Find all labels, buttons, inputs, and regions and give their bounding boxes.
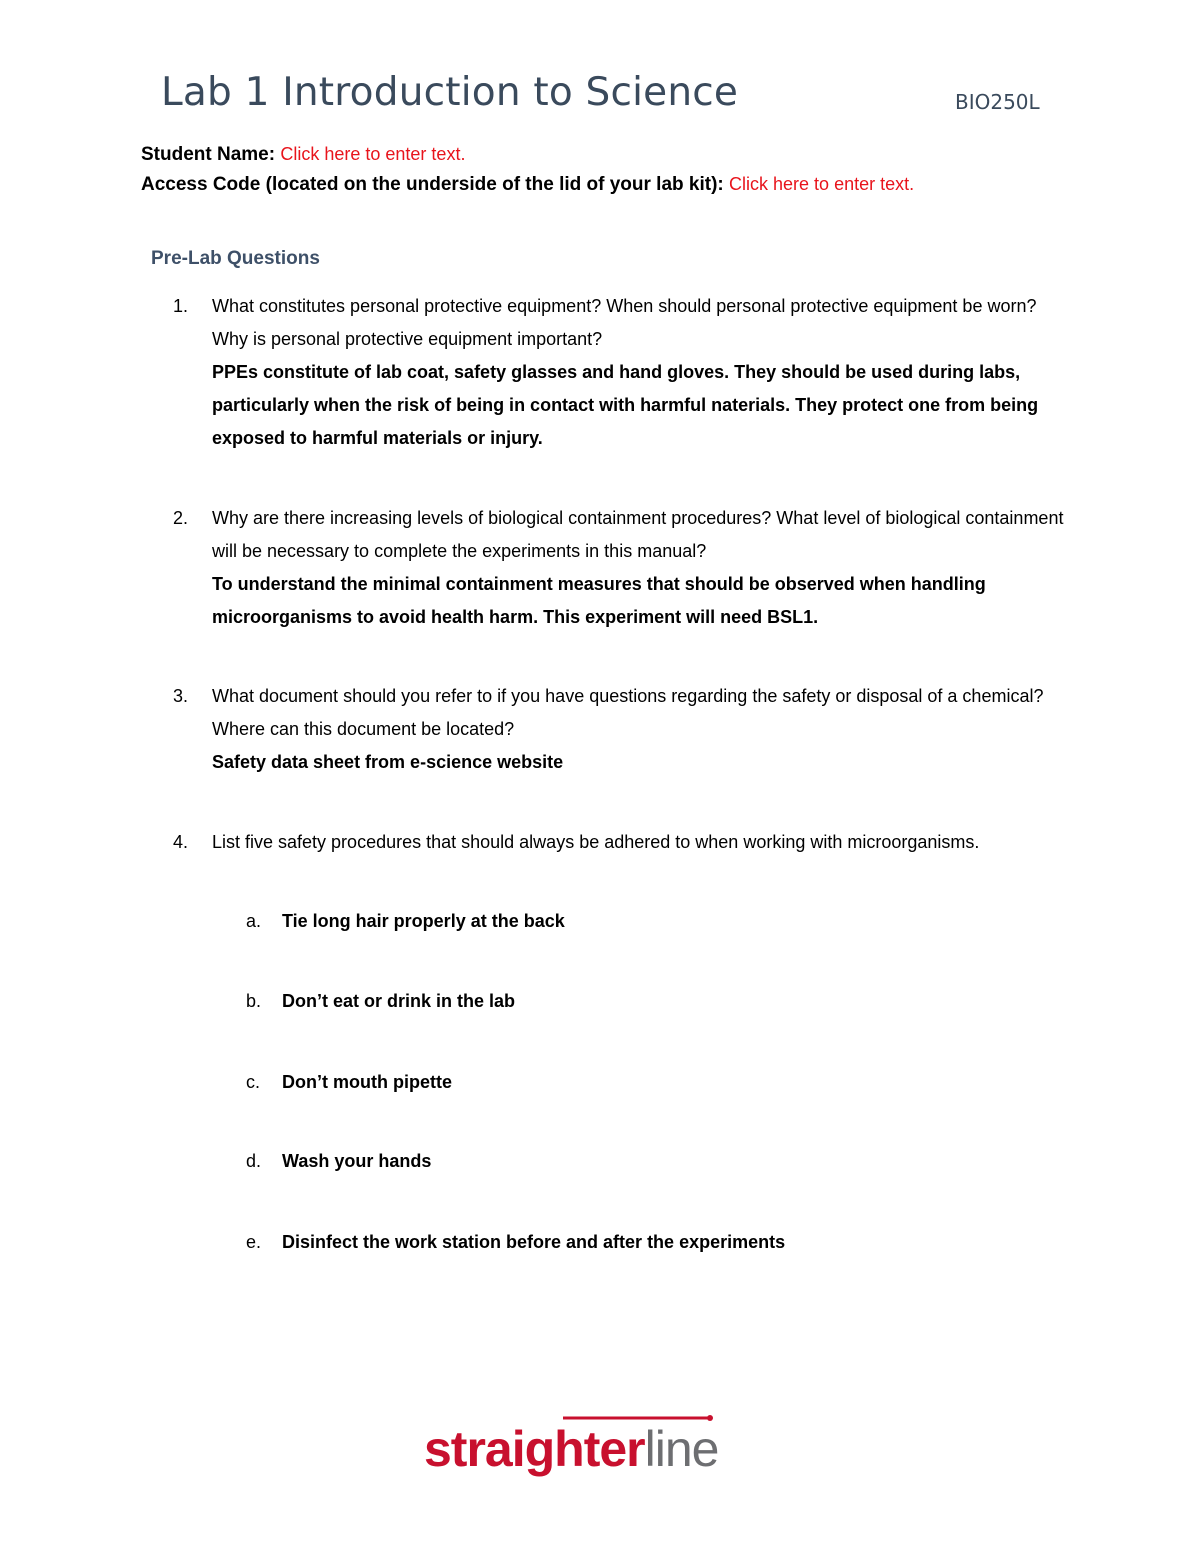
question-number: 4. — [173, 832, 189, 852]
list-item — [246, 991, 515, 1012]
answer-text[interactable]: Safety data sheet from e-science website — [212, 752, 564, 772]
question-text: What constitutes personal protective equipment? When should personal protective equipment be worn? Why is personal protective equipment important? — [212, 296, 1037, 349]
list-item-letter: e. — [246, 1232, 262, 1252]
question-text: List five safety procedures that should always be adhered to when working with microorganisms. — [212, 832, 980, 852]
student-name-field[interactable]: Click here to enter text. — [280, 144, 466, 164]
list-item-text[interactable]: Wash your hands — [282, 1151, 432, 1171]
course-code: BIO250L — [955, 90, 1040, 114]
access-code-label: Access Code (located on the underside of the lid of your lab kit): — [141, 174, 724, 195]
student-name-label: Student Name: — [141, 144, 276, 165]
logo-part-gray: line — [644, 1421, 719, 1477]
list-item-letter: c. — [246, 1072, 261, 1092]
logo-part-red: straighter — [424, 1421, 645, 1477]
question-item — [212, 826, 1112, 859]
question-text: What document should you refer to if you have questions regarding the safety or disposal of a chemical? Where can this document be located? — [212, 686, 1044, 739]
list-item-letter: d. — [246, 1151, 262, 1171]
question-item — [212, 502, 1072, 634]
list-item — [246, 1232, 785, 1253]
list-item — [246, 911, 565, 932]
answer-text[interactable]: PPEs constitute of lab coat, safety glasses and hand gloves. They should be used during labs, particularly when the risk of being in contact with harmful naterials. They protect one from being exposed to harmful materials or injury. — [212, 362, 1039, 448]
list-item-text[interactable]: Disinfect the work station before and after the experiments — [282, 1232, 786, 1252]
question-number: 2. — [173, 508, 189, 528]
document-title: Lab 1 Introduction to Science — [161, 70, 739, 115]
logo-wordmark — [424, 1421, 718, 1477]
list-item — [246, 1151, 431, 1172]
list-item-letter: a. — [246, 911, 262, 931]
question-number: 3. — [173, 686, 189, 706]
student-name-row — [141, 144, 465, 166]
question-item — [212, 290, 1072, 455]
list-item-letter: b. — [246, 991, 262, 1011]
list-item — [246, 1072, 452, 1093]
question-text: Why are there increasing levels of biological containment procedures? What level of biological containment will be necessary to complete the experiments in this manual? — [212, 508, 1064, 561]
list-item-text[interactable]: Tie long hair properly at the back — [282, 911, 565, 931]
straighterline-logo — [424, 1408, 784, 1488]
answer-text[interactable]: To understand the minimal containment measures that should be observed when handling microorganisms to avoid health harm. This experiment will need BSL1. — [212, 574, 986, 627]
access-code-row — [141, 174, 914, 196]
section-heading: Pre-Lab Questions — [151, 248, 320, 269]
list-item-text[interactable]: Don’t eat or drink in the lab — [282, 991, 516, 1011]
list-item-text[interactable]: Don’t mouth pipette — [282, 1072, 452, 1092]
question-number: 1. — [173, 296, 189, 316]
question-item — [212, 680, 1072, 779]
access-code-field[interactable]: Click here to enter text. — [729, 174, 915, 194]
